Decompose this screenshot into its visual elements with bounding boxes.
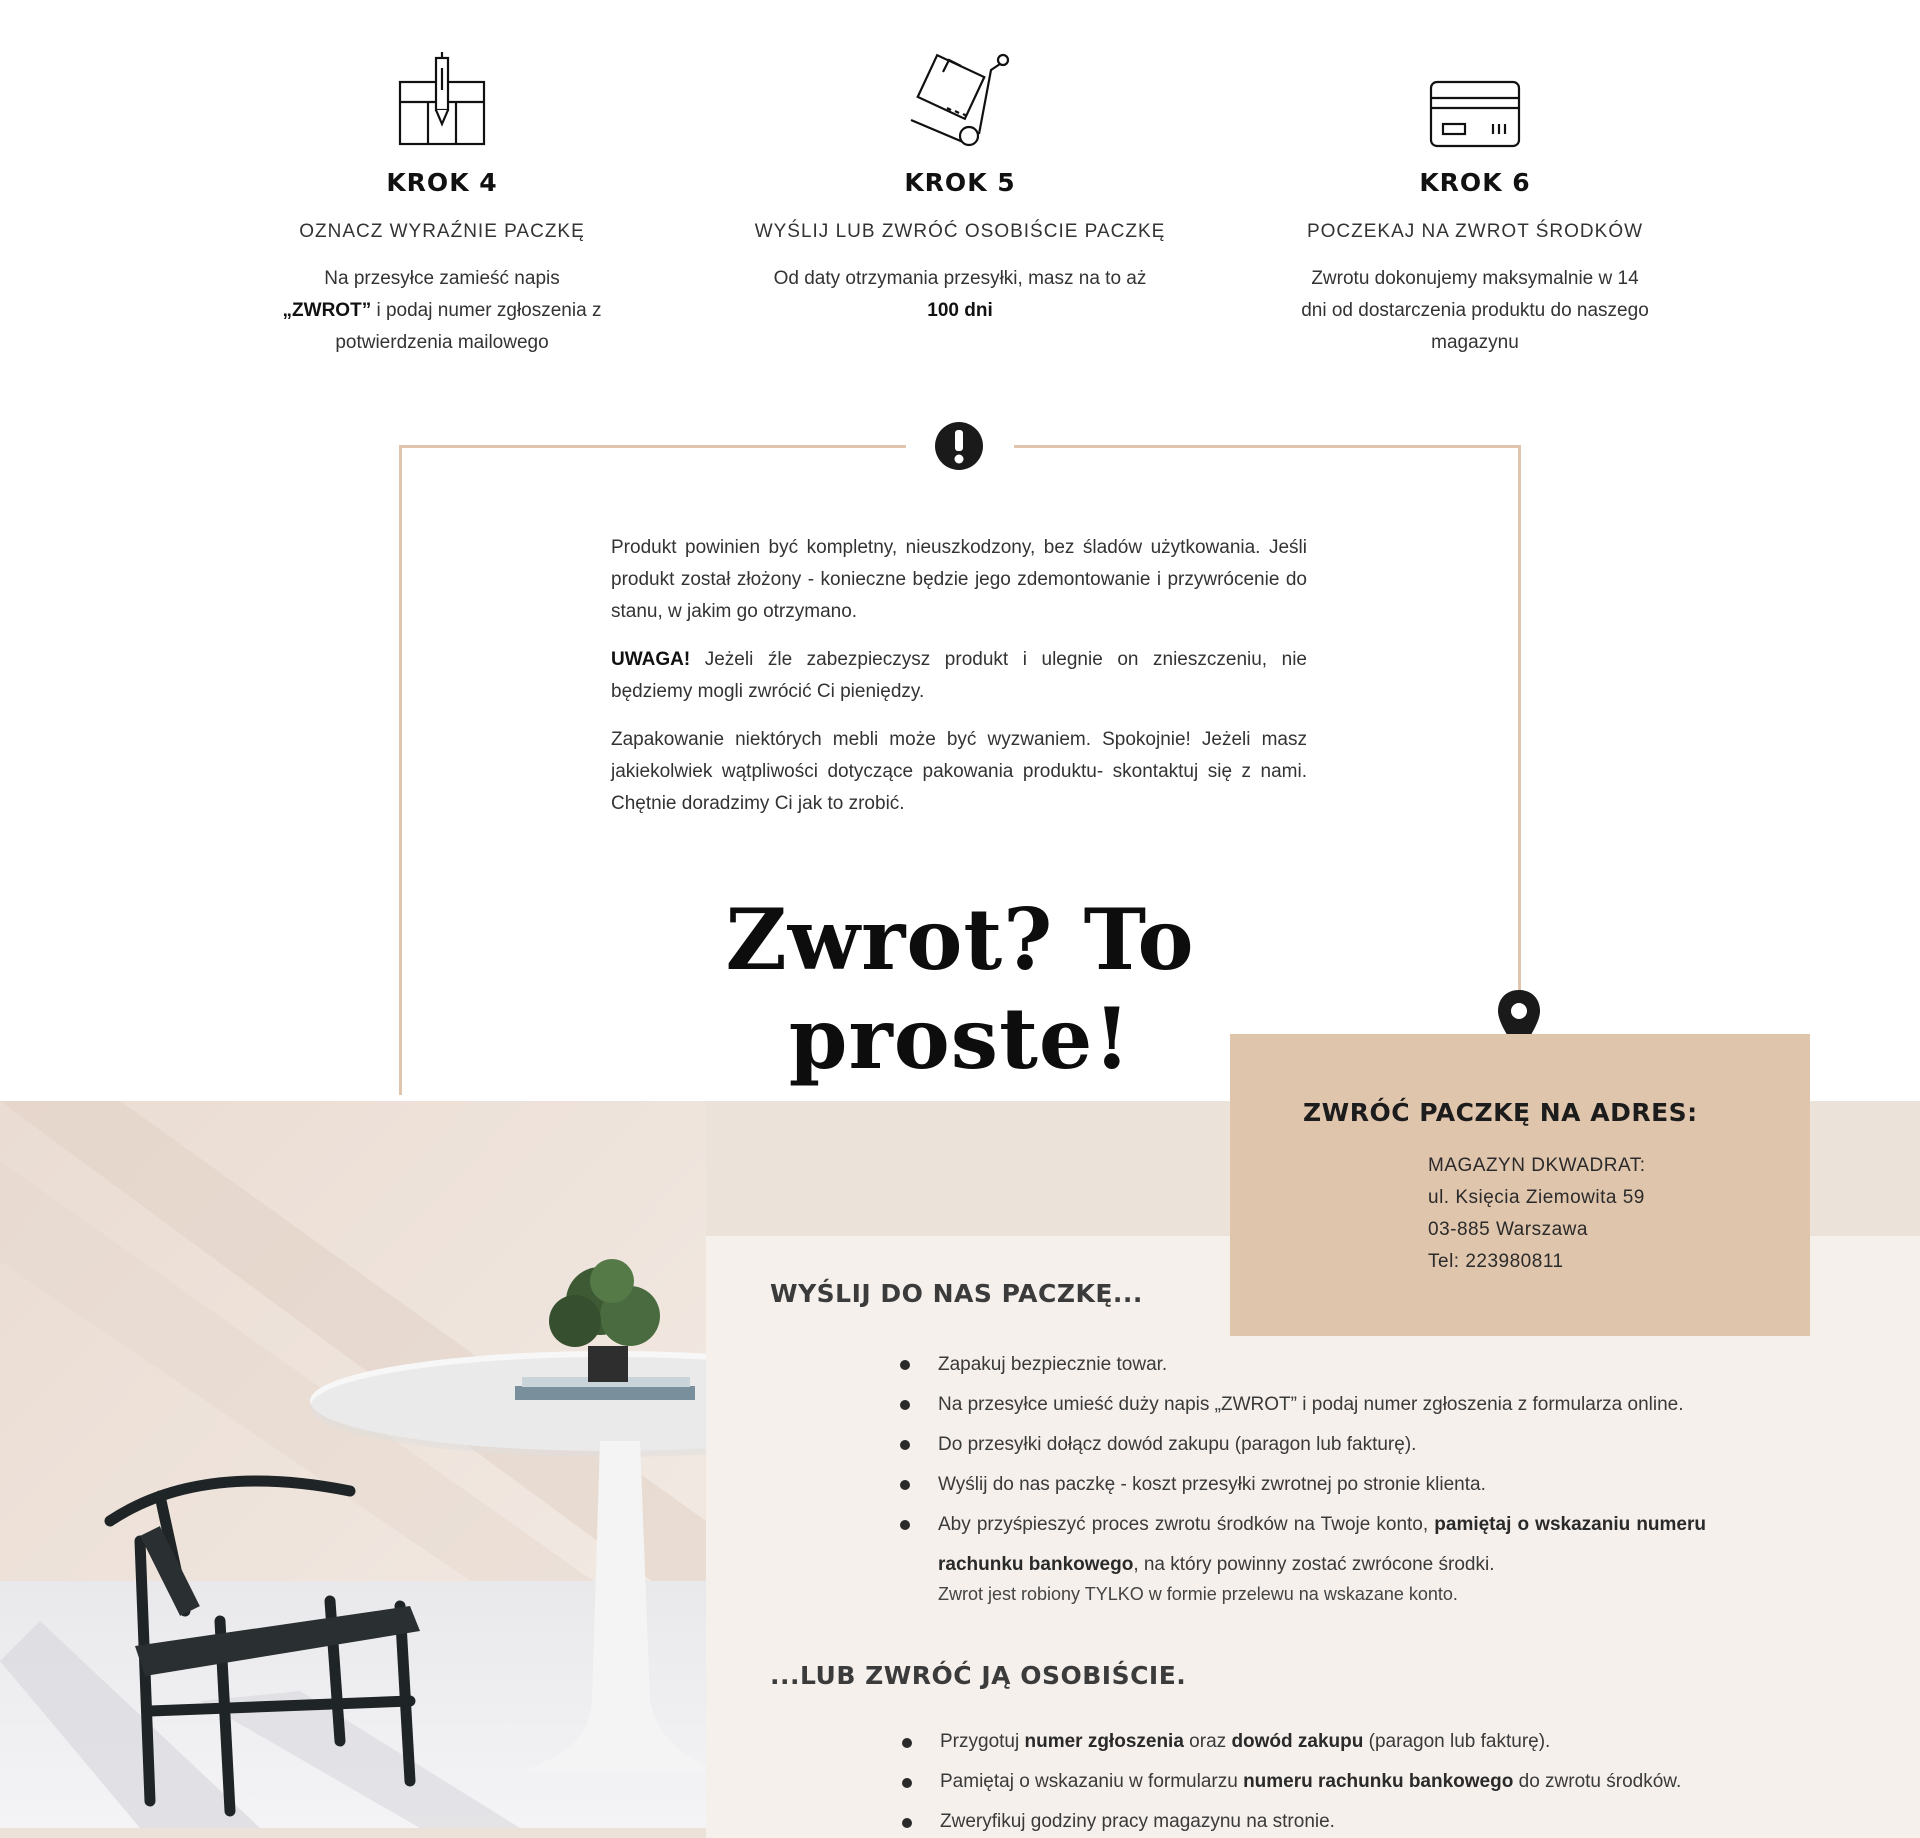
- address-title: ZWRÓĆ PACZKĘ NA ADRES:: [1303, 1098, 1698, 1127]
- list-item: Na przesyłce umieść duży napis „ZWROT” i podaj numer zgłoszenia z formularza online.: [900, 1385, 1706, 1425]
- step-title: KROK 4: [386, 168, 498, 197]
- address-line-phone[interactable]: Tel: 223980811: [1428, 1251, 1564, 1272]
- address-line-city: 03-885 Warszawa: [1428, 1219, 1588, 1240]
- step-6: [1255, 40, 1695, 359]
- list-item: Zweryfikuj godziny pracy magazynu na stronie.: [902, 1802, 1722, 1838]
- address-line-name: MAGAZYN DKWADRAT:: [1428, 1155, 1646, 1176]
- list-item: Do przesyłki dołącz dowód zakupu (paragon lub fakturę).: [900, 1425, 1706, 1465]
- step-title: KROK 6: [1419, 168, 1531, 197]
- notice-paragraph-3: Zapakowanie niektórych mebli może być wyzwaniem. Spokojnie! Jeżeli masz jakiekolwiek wątpliwości dotyczące pakowania produktu- skontaktuj się z nami. Chętnie doradzimy Ci jak to zrobić.: [611, 729, 1307, 814]
- step-title: KROK 5: [904, 168, 1016, 197]
- notice-paragraph-1: Produkt powinien być kompletny, nieuszkodzony, bez śladów użytkowania. Jeśli produkt został złożony - konieczne będzie jego zdemontowanie i przywrócenie do stanu, w jakim go otrzymano.: [611, 537, 1307, 622]
- exclamation-icon: [934, 421, 984, 471]
- send-section-title: WYŚLIJ DO NAS PACZKĘ...: [770, 1279, 1143, 1308]
- personal-steps-list: [902, 1722, 1722, 1838]
- step-description: Od daty otrzymania przesyłki, masz na to aż 100 dni: [773, 268, 1147, 321]
- list-item: Aby przyśpieszyć proces zwrotu środków na Twoje konto, pamiętaj o wskazaniu numeru rachunku bankowego, na który powinny zostać zwrócone środki. Zwrot jest robiony TYLKO w formie przelewu na wskazane konto.: [900, 1505, 1706, 1607]
- notice-text: [611, 532, 1307, 836]
- list-item: Zapakuj bezpiecznie towar.: [900, 1345, 1706, 1385]
- address-line-street: ul. Księcia Ziemowita 59: [1428, 1187, 1645, 1208]
- chair-table-photo: [0, 1101, 706, 1828]
- hand-truck-icon: [740, 40, 1180, 150]
- list-item: Wyślij do nas paczkę - koszt przesyłki zwrotnej po stronie klienta.: [900, 1465, 1706, 1505]
- list-item: Pamiętaj o wskazaniu w formularzu numeru rachunku bankowego do zwrotu środków.: [902, 1762, 1722, 1802]
- step-subtitle: OZNACZ WYRAŹNIE PACZKĘ: [299, 221, 585, 242]
- step-description: Na przesyłce zamieść napis „ZWROT” i podaj numer zgłoszenia z potwierdzenia mailowego: [282, 268, 602, 353]
- steps-section: [0, 40, 1920, 370]
- step-description: Zwrotu dokonujemy maksymalnie w 14 dni od dostarczenia produktu do naszego magazynu: [1301, 268, 1649, 353]
- credit-card-icon: [1255, 40, 1695, 150]
- personal-section-title: ...LUB ZWRÓĆ JĄ OSOBIŚCIE.: [770, 1661, 1187, 1690]
- transfer-note: Zwrot jest robiony TYLKO w formie przelewu na wskazane konto.: [938, 1584, 1458, 1604]
- page-headline: Zwrot? To proste!: [725, 890, 1195, 1088]
- send-steps-list: [900, 1345, 1706, 1607]
- notice-paragraph-2: UWAGA! Jeżeli źle zabezpieczysz produkt i ulegnie on znieszczeniu, nie będziemy mogli zwrócić Ci pieniędzy.: [611, 649, 1307, 702]
- list-item: Przygotuj numer zgłoszenia oraz dowód zakupu (paragon lub fakturę).: [902, 1722, 1722, 1762]
- return-address-box: [1230, 1034, 1810, 1336]
- box-marker-icon: [222, 40, 662, 150]
- step-4: [222, 40, 662, 359]
- step-5: [740, 40, 1180, 327]
- step-subtitle: WYŚLIJ LUB ZWRÓĆ OSOBIŚCIE PACZKĘ: [754, 221, 1166, 242]
- step-subtitle: POCZEKAJ NA ZWROT ŚRODKÓW: [1306, 221, 1644, 242]
- address-lines: [1428, 1150, 1646, 1278]
